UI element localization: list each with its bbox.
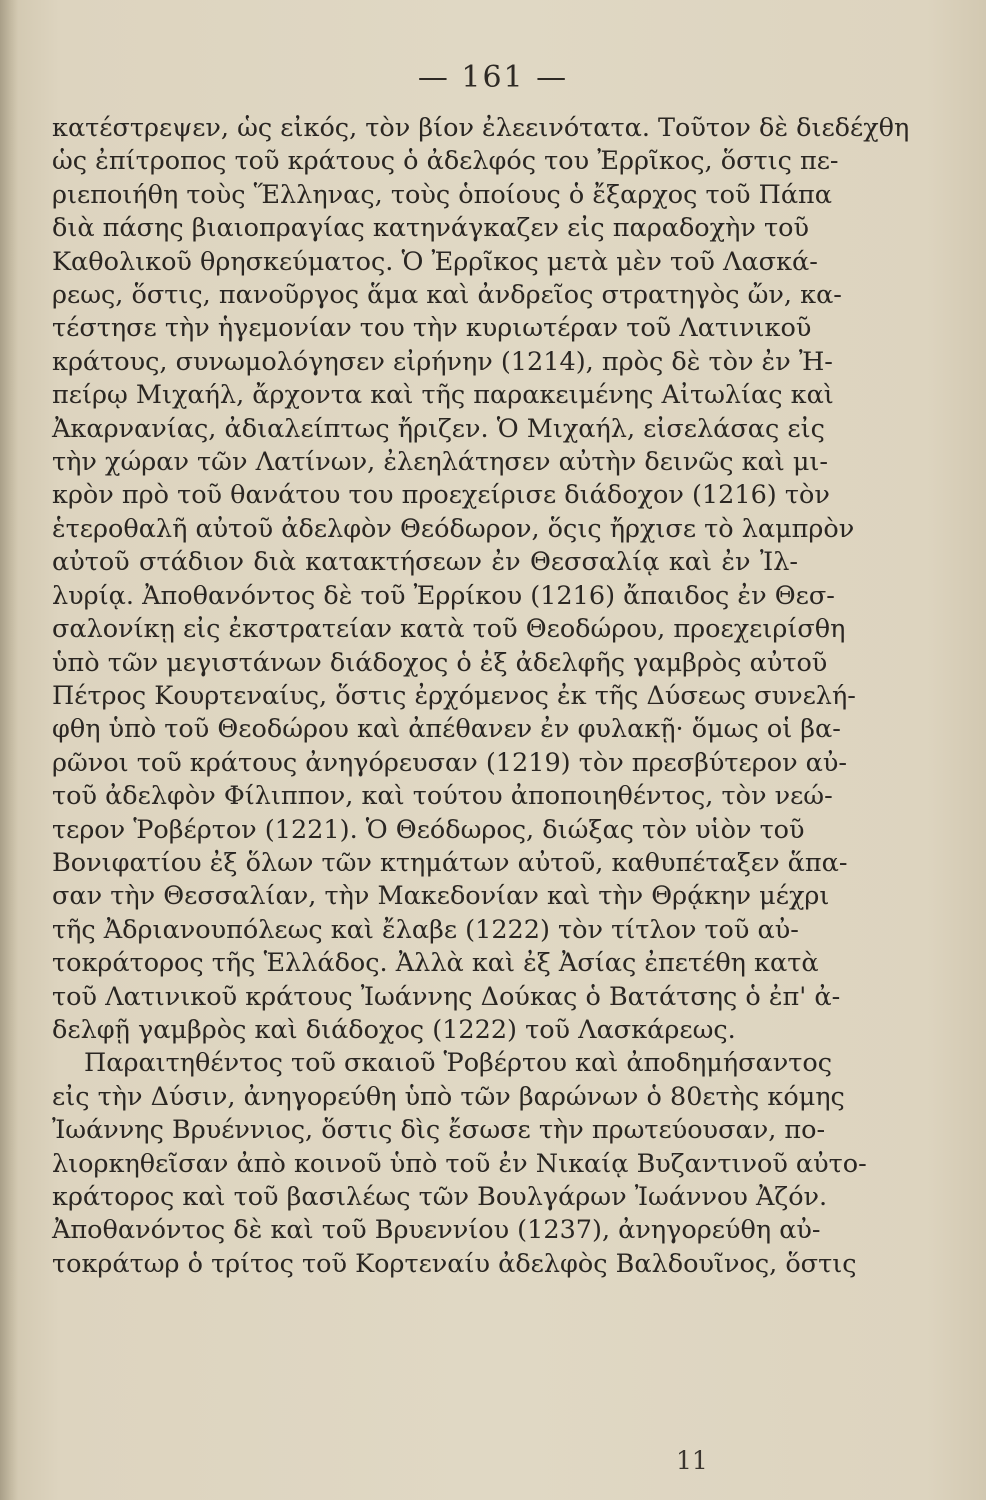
page-number-header: — 161 — — [417, 60, 569, 95]
text-line: Παραιτηθέντος τοῦ σκαιοῦ Ῥοβέρτου καὶ ἀποδημήσαντος — [84, 1048, 833, 1079]
text-line: ριεποιήθη τοὺς Ἕλληνας, τοὺς ὁποίους ὁ ἔξαρχος τοῦ Πάπα — [52, 179, 833, 210]
text-line: φθη ὑπὸ τοῦ Θεοδώρου καὶ ἀπέθανεν ἐν φυλακῇ· ὅμως οἱ βα- — [52, 714, 841, 745]
text-line: σαν τὴν Θεσσαλίαν, τὴν Μακεδονίαν καὶ τὴν Θρᾴκην μέχρι — [52, 881, 830, 912]
text-line: κράτορος καὶ τοῦ βασιλέως τῶν Βουλγάρων Ἰωάννου Ἀζόν. — [52, 1182, 828, 1212]
text-line: αὐτοῦ στάδιον διὰ κατακτήσεων ἐν Θεσσαλίᾳ καὶ ἐν Ἰλ- — [52, 547, 798, 578]
printer-signature-mark: 11 — [676, 1446, 708, 1475]
text-line: ὡς ἐπίτροπος τοῦ κράτους ὁ ἀδελφός του Ἐρρῖκος, ὅστις πε- — [52, 146, 839, 177]
text-line: λιορκηθεῖσαν ἀπὸ κοινοῦ ὑπὸ τοῦ ἐν Νικαίᾳ Βυζαντινοῦ αὐτο- — [52, 1148, 867, 1179]
text-line: σαλονίκῃ εἰς ἐκστρατείαν κατὰ τοῦ Θεοδώρου, προεχειρίσθη — [52, 614, 846, 645]
text-line: Καθολικοῦ θρησκεύματος. Ὁ Ἐρρῖκος μετὰ μὲν τοῦ Λασκά- — [52, 246, 818, 277]
text-line: τοῦ ἀδελφὸν Φίλιππον, καὶ τούτου ἀποποιηθέντος, τὸν νεώ- — [52, 781, 833, 812]
text-line: τέστησε τὴν ἡγεμονίαν του τὴν κυριωτέραν τοῦ Λατινικοῦ — [52, 313, 812, 344]
text-line: εἰς τὴν Δύσιν, ἀνηγορεύθη ὑπὸ τῶν βαρώνων ὁ 80ετὴς κόμης — [52, 1081, 845, 1112]
text-line: ρεως, ὅστις, πανοῦργος ἅμα καὶ ἀνδρεῖος στρατηγὸς ὤν, κα- — [52, 280, 842, 311]
text-line: Βονιφατίου ἐξ ὅλων τῶν κτημάτων αὐτοῦ, καθυπέταξεν ἅπα- — [52, 847, 848, 878]
text-line: κρὸν πρὸ τοῦ θανάτου του προεχείρισε διάδοχον (1216) τὸν — [52, 480, 830, 511]
text-line: τοῦ Λατινικοῦ κράτους Ἰωάννης Δούκας ὁ Βατάτσης ὁ ἐπ' ἀ- — [52, 981, 841, 1012]
text-line: διὰ πάσης βιαιοπραγίας κατηνάγκαζεν εἰς παραδοχὴν τοῦ — [52, 213, 809, 244]
text-line: τὴν χώραν τῶν Λατίνων, ἐλεηλάτησεν αὐτὴν δεινῶς καὶ μι- — [52, 447, 829, 478]
text-line: κράτους, συνωμολόγησεν εἰρήνην (1214), πρὸς δὲ τὸν ἐν Ἠ- — [52, 346, 833, 377]
text-line: κατέστρεψεν, ὡς εἰκός, τὸν βίον ἐλεεινότατα. Τοῦτον δὲ διεδέχθη — [52, 113, 910, 143]
text-line: τοκράτορος τῆς Ἑλλάδος. Ἀλλὰ καὶ ἐξ Ἀσίας ἐπετέθη κατὰ — [52, 948, 819, 979]
text-line: λυρίᾳ. Ἀποθανόντος δὲ τοῦ Ἐρρίκου (1216) ἄπαιδος ἐν Θεσ- — [52, 580, 835, 611]
text-line: ὑπὸ τῶν μεγιστάνων διάδοχος ὁ ἐξ ἀδελφῆς γαμβρὸς αὐτοῦ — [52, 647, 828, 678]
book-spine-shadow — [0, 0, 18, 1500]
text-line: τερον Ῥοβέρτον (1221). Ὁ Θεόδωρος, διώξας τὸν υἱὸν τοῦ — [52, 814, 805, 845]
text-line: ἑτεροθαλῆ αὐτοῦ ἀδελφὸν Θεόδωρον, ὅςις ἤρχισε τὸ λαμπρὸν — [52, 513, 855, 544]
text-line: Πέτρος Κουρτεναίυς, ὅστις ἐρχόμενος ἐκ τῆς Δύσεως συνελή- — [52, 680, 856, 711]
text-line: Ἀκαρνανίας, ἀδιαλείπτως ἤριζεν. Ὁ Μιχαήλ, εἰσελάσας εἰς — [52, 413, 825, 444]
body-text — [52, 112, 910, 1281]
text-line: ρῶνοι τοῦ κράτους ἀνηγόρευσαν (1219) τὸν πρεσβύτερον αὐ- — [52, 747, 848, 778]
text-line: τῆς Ἀδριανουπόλεως καὶ ἔλαβε (1222) τὸν τίτλον τοῦ αὐ- — [52, 914, 799, 945]
text-line: δελφῇ γαμβρὸς καὶ διάδοχος (1222) τοῦ Λασκάρεως. — [52, 1014, 736, 1045]
text-line: Ἀποθανόντος δὲ καὶ τοῦ Βρυεννίου (1237), ἀνηγορεύθη αὐ- — [52, 1215, 821, 1246]
text-line: πείρῳ Μιχαήλ, ἄρχοντα καὶ τῆς παρακειμένης Αἰτωλίας καὶ — [52, 380, 834, 411]
text-line: τοκράτωρ ὁ τρίτος τοῦ Κορτεναίυ ἀδελφὸς Βαλδουῖνος, ὅστις — [52, 1248, 857, 1279]
text-line: Ἰωάννης Βρυέννιος, ὅστις δὶς ἔσωσε τὴν πρωτεύουσαν, πο- — [52, 1115, 826, 1146]
